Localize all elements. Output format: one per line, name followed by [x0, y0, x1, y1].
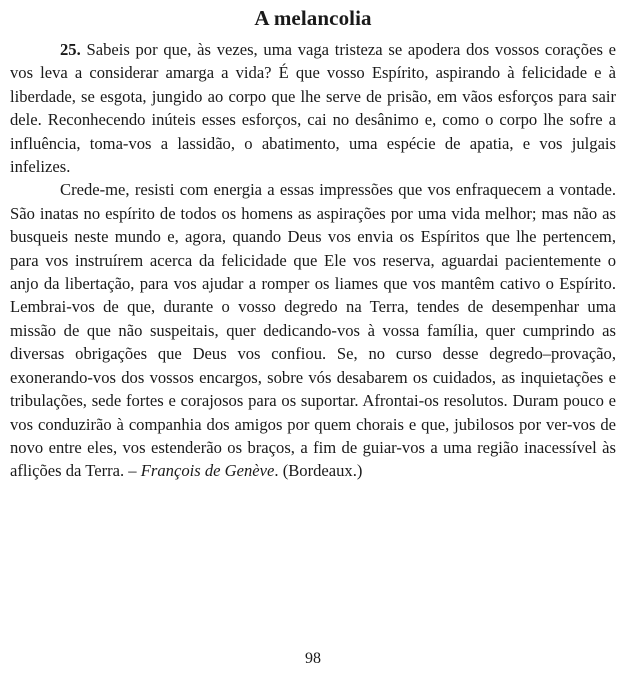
paragraph-2 [10, 178, 616, 482]
chapter-title: A melancolia [254, 6, 372, 30]
book-page [10, 0, 616, 679]
item-number: 25. [60, 40, 81, 59]
author-location: . (Bordeaux.) [274, 461, 363, 481]
paragraph-1-text: Sabeis por que, às vezes, uma vaga tristeza se apodera dos vossos corações e vos leva a considerar amarga a vida? É que vosso Espírito, aspirando à felicidade e à liberdade, se esgota, jungido ao corpo que lhe serve de prisão, em vãos esforços para sair dele. Reconhecendo inúteis esses esforços, cai no desânimo e, como o corpo lhe sofre a influência, toma-vos a lassidão, o abatimento, uma espécie de apatia, e vos julgais infelizes. [10, 40, 616, 177]
page-number: 98 [305, 650, 321, 667]
paragraph-1 [10, 38, 616, 178]
paragraph-2-text: Crede-me, resisti com energia a essas impressões que vos enfraquecem a vontade. São inatas no espírito de todos os homens as aspirações por uma vida melhor; mas não as busqueis neste mundo e, agora, quando Deus vos envia os Espíritos que lhe pertencem, para vos instruírem acerca da felicidade que Ele vos reserva, aguardai pacientemente o anjo da libertação, para vos ajudar a romper os liames que vos mantêm cativo o Espírito. Lembrai-vos de que, durante o vosso degredo na Terra, tendes de desempenhar uma missão de que não suspeitais, quer dedicando-vos à vossa família, quer cumprindo as diversas obrigações que Deus vos confiou. Se, no curso desse degredo–provação, exonerando-vos dos vossos encargos, sobre vós desabarem os cuidados, as inquietações e tribulações, sede fortes e corajosos para os suportar. Afrontai-os resolutos. Duram pouco e vos conduzirão à companhia dos amigos por quem chorais e que, jubilosos por ver-vos de novo entre eles, vos estenderão os braços, a fim de guiar-vos a uma região inacessível às aflições da Terra. – [10, 180, 616, 481]
author-name: François de Genève [140, 461, 275, 481]
body-text [10, 38, 616, 483]
